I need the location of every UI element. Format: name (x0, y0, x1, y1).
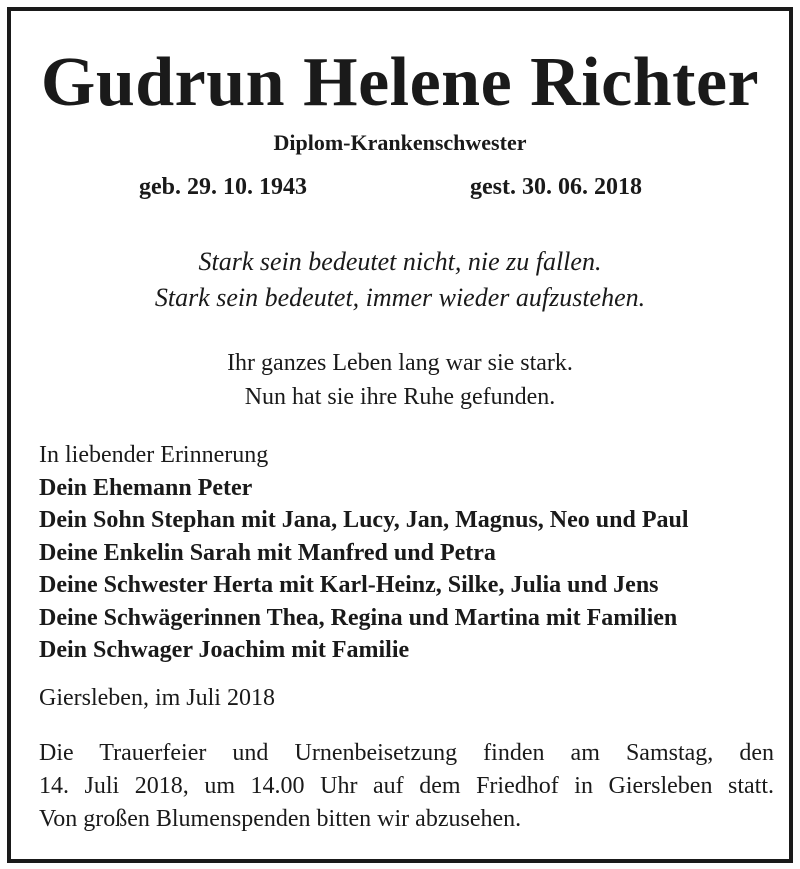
notice-line: Von großen Blumenspenden bitten wir abzusehen. (39, 806, 522, 832)
mourners-list (39, 439, 689, 667)
mourner-line: Deine Schwester Herta mit Karl-Heinz, Silke, Julia und Jens (39, 572, 659, 598)
notice-line: 14. Juli 2018, um 14.00 Uhr auf dem Friedhof in Giersleben statt. (39, 773, 774, 799)
mourner-line: Dein Sohn Stephan mit Jana, Lucy, Jan, Magnus, Neo und Paul (39, 507, 689, 533)
death-date: gest. 30. 06. 2018 (470, 174, 642, 200)
mourner-line: Dein Ehemann Peter (39, 474, 253, 501)
mourner-line: Deine Enkelin Sarah mit Manfred und Petra (39, 539, 496, 566)
funeral-notice (39, 737, 774, 836)
verse-line: Ihr ganzes Leben lang war sie stark. (227, 350, 573, 376)
verse (11, 346, 789, 414)
remembrance-intro: In liebender Erinnerung (39, 442, 269, 468)
verse-line: Nun hat sie ihre Ruhe gefunden. (244, 384, 556, 410)
notice-line: Die Trauerfeier und Urnenbeisetzung finden am Samstag, den (39, 740, 774, 766)
mourner-line: Dein Schwager Joachim mit Familie (39, 637, 410, 663)
deceased-name: Gudrun Helene Richter (40, 44, 760, 121)
profession: Diplom-Krankenschwester (273, 130, 527, 155)
quote-line: Stark sein bedeutet, immer wieder aufzustehen. (154, 283, 646, 312)
quote (11, 244, 789, 316)
place-and-date: Giersleben, im Juli 2018 (39, 685, 275, 711)
quote-line: Stark sein bedeutet nicht, nie zu fallen. (198, 247, 602, 276)
obituary-frame (7, 7, 793, 863)
mourner-line: Deine Schwägerinnen Thea, Regina und Martina mit Familien (39, 604, 678, 631)
birth-date: geb. 29. 10. 1943 (139, 174, 307, 200)
